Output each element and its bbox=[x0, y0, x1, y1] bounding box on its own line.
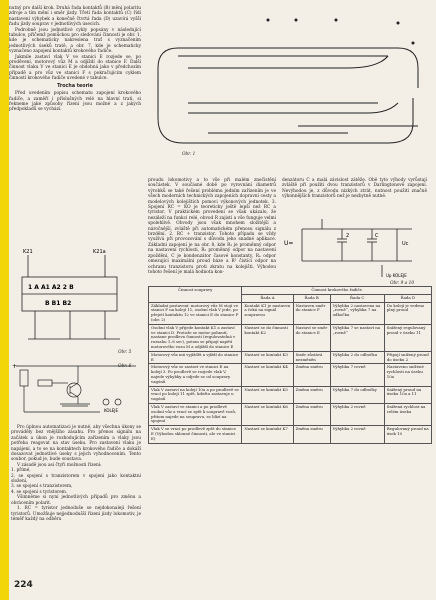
figure-9-10-circuit bbox=[282, 215, 430, 283]
table-cell: Připojí snížený proud do úseku 2 bbox=[384, 351, 431, 364]
table-cell: Nastaví se kontakt K4 bbox=[242, 364, 293, 386]
table-cell: Nastaví se kontakt K3 bbox=[242, 351, 293, 364]
table-cell: Osobní vlak V přijede kontakt K1 a zastaví ve stanici D. Protože se motor pohnutí, nastane prodleva činnosti (regulovatelná v rozsahu 1–8 sec), potom se připojí napětí motorového vozu M a odjíždí do stanice E bbox=[149, 324, 242, 351]
table-cell: Kontakt K1 je nastaven a čeká na signál soupravou bbox=[242, 302, 293, 324]
table-body bbox=[149, 302, 432, 443]
section-heading: Trocha teorie bbox=[57, 83, 93, 89]
list-item: 2. se spojení s tranzistorem v spojení jako kontaktní složení, bbox=[11, 473, 141, 485]
right-text: denzátoru C a malá závislost zátěže. Obě tyto výhody vyrůstají zvláště při použití dvou tranzistorů v Darlingtonově zapojení. Nevýhodou je, z důvodu nízkých ztrát, nutnost použití značně výkonnějších tranzistorů než je nezbytně nutné. bbox=[282, 178, 427, 200]
table-row bbox=[149, 426, 432, 443]
table-cell: Motorový vůz má vyjíždět a vjíždí do stanice E bbox=[149, 351, 242, 364]
table-cell: Změna směru bbox=[293, 403, 330, 425]
table-cell: Výhybka 7 do odbočky bbox=[330, 386, 384, 403]
table-cell: Výhybka 2 rovně bbox=[330, 403, 384, 425]
page-number: 224 bbox=[14, 580, 33, 590]
table-cell: Do kolejí je vedeno plný proud bbox=[384, 302, 431, 324]
left-bottom-para-2: V zásadě jsou asi čtyři možnosti řízení: bbox=[17, 462, 102, 468]
list-item: 1. přímé, bbox=[11, 468, 31, 474]
left-bottom-para-4: 1. RC = tyristor jednoduše se nejdokonaleji řešení tyristorů. Umožňuje nejjednodušší řízení jízdy lokomotiv, je téměř každý na odběru bbox=[11, 506, 141, 522]
fig5-label-k21a: K21a bbox=[93, 249, 106, 255]
fig5-row-a: 1 A A1 A2 2 B bbox=[28, 284, 74, 291]
table-cell: Výhybka 2 nastavena na „rovně“, výhybka 7 na odbočku bbox=[330, 302, 384, 324]
table-container bbox=[148, 286, 432, 591]
table-cell: Výhybka 2 do odbočku bbox=[330, 351, 384, 364]
left-para-1: nutný pro další krok. Druhá řada kontaktů (B) mění polaritu zdroje a tím mění i směr jízdy. Třetí řada kontaktů (C) řídí nastavení výhybek a konečně čtvrtá řada (D) uzavírá vyšší řadu jízdy souprav v jednotlivých úsecích. bbox=[9, 6, 141, 28]
left-bottom-para-1: Pro úplnou automatizaci je nutné, aby všechna úkony se prováděly bez vnějšího zásahu. Pro přenos signálu na začátek a úkon je rozhodujícím zařízením a vlaky jsou potřeba reagovat na stav úseku. Pro zastavení vlaku je napájení, a to se na kontaktech krokového řadiče a dokáží dosazovat jednotlivé úseky s jejich vyhodnocením. Tento soubor, pokud je, bude soustava. bbox=[11, 425, 141, 463]
left-text-block bbox=[9, 6, 141, 113]
table-header-c: Řada C bbox=[330, 294, 384, 302]
table-cell: Vlak V se vrací po prodlevě zpět do stanice E (Výhodou sklonné činnosti, ale ve stanici E) bbox=[149, 426, 242, 443]
left-bottom-para-3: Všimněme si nyní jednotlivých případů pro změnu a obrácením polarit. bbox=[11, 495, 141, 506]
left-para-4: Před uvedením popisu schematu zapojení krokového řadiče, a zaměří i příslušných relé na hlavní trati, si řekneme jaké způsoby řízení jsou možné a z jakých předpokladů se vychází. bbox=[9, 91, 141, 113]
table-cell: Nastaví se směr do stanice E bbox=[293, 324, 330, 351]
table-cell: Změna směru bbox=[293, 386, 330, 403]
table-header-b: Řada B bbox=[293, 294, 330, 302]
table-cell: Nastaven směr do stanice F bbox=[293, 302, 330, 324]
left-bottom-text bbox=[11, 425, 141, 522]
table-cell: Nastaví se kontakt K5 bbox=[242, 386, 293, 403]
caption-obr5: Obr. 5 bbox=[118, 350, 132, 355]
stepper-table bbox=[148, 286, 432, 444]
table-row bbox=[149, 324, 432, 351]
left-para-3: Jakmile zastaví vlak V ve stanici E rozjede se, po proděvení, motorový vůz M a odjíždí do stanice F. Další činnost vlaku V ve stanici E je obdobná jako v předchozím případě a pro vůz ve stanici F s pokračujícím cyklem činností krokového řadiče uvedené v tabulce. bbox=[9, 54, 141, 82]
left-para-2: Podrobně jsou jednotlivé cykly popsány v následující tabulce, přičemž pomůckou pro sledování činnosti je obr. 1, kde je schematicky nakreslena trať s vyznačením jednotlivých úseků tratě, a obr. 7, kde je schematicky vyznačeno zapojení kontaktů krokového řadiče. bbox=[9, 27, 141, 55]
fig9-uc-label: Uc bbox=[402, 241, 409, 247]
table-cell: Základní postavení: motorový vůz M stojí ve stanici F na kolejí 11, osobní vlak V jede, po přejetí kontaktu 12 ve stanici E do stanice F (obr. 2) bbox=[149, 302, 242, 324]
fig5-row-b: B B1 B2 bbox=[45, 300, 72, 307]
table-cell: Regulovaný proud na úsek 10 bbox=[384, 426, 431, 443]
caption-obr6: Obr. 6 bbox=[118, 364, 132, 369]
list-item: 4. se spojení s tyristorem. bbox=[11, 489, 68, 495]
table-cell: Nastaví se do činnosti kontakt K2 bbox=[242, 324, 293, 351]
table-cell: Snížený proud na úseku 10a a 11 bbox=[384, 386, 431, 403]
fig9-kolejiste-label: Up KOLEJE bbox=[386, 273, 407, 278]
table-header-a: Řada A bbox=[242, 294, 293, 302]
table-cell: Směr zůstává nezměněn bbox=[293, 351, 330, 364]
caption-obr1: Obr. 1 bbox=[182, 152, 196, 157]
table-row bbox=[149, 351, 432, 364]
table-cell: Změna směru bbox=[293, 364, 330, 386]
fig6-plus: + bbox=[12, 363, 18, 370]
table-row bbox=[149, 386, 432, 403]
page-edge-strip bbox=[0, 0, 9, 600]
table-cell: Snížená rychlost na celém úseku bbox=[384, 403, 431, 425]
fig9-udc-label: U= bbox=[284, 240, 294, 247]
table-title: Činnost krokového řadiče bbox=[242, 287, 432, 295]
table-cell: Vlak V zastaví na kolejí 10a a po prodlevě se vrací po kolejí 11 zpět, kdežto zastavuje u vagónů bbox=[149, 386, 242, 403]
table-cell: Nastaví se kontakt K7 bbox=[242, 426, 293, 443]
figure-6-circuit bbox=[10, 360, 142, 420]
fig9-c-label: C bbox=[375, 233, 379, 239]
caption-obr9: Obr. 9 a 10 bbox=[390, 281, 415, 286]
table-cell: Motorový vůz se zastaví ve stanici E na kolejí 3. Po prodlevě se rozjede vlak V, najede výhybky a odjede se od soupravy vagónů bbox=[149, 364, 242, 386]
table-row bbox=[149, 403, 432, 425]
table-cell: Vlak V zastaví ve stanici a po prodlevě osobní vůz a vrací se zpět k soupravě vozů, přitom najede na soupravu, se blízí na spojení bbox=[149, 403, 242, 425]
middle-text: proudu lokomotivy a to vše při malém znečistění součástek. V součásné době po vyrovnání diametrů výrobků se také řešení problému jedním zařízením je ve všech moderních technických zapojeních dopravní cesty a modelových kolejištích pomoci výkonových jednotek. 3. Spojení RC = KO je teoreticky ještě lepší než RC a tyristor. V praktickém provedení se však ukázalo, že nezáleží na funkci relé, obvod R zajistí a vše funguje velmi spolehlivě. Obvody jsou však mnohem složitější a náročnější, zvláště při automatickém přenosu signálu z brzdění. 2. RC + tranzistor. Tohoto případu se vždy využívá při provozování s důvodu jeho snadné aplikace. Základní zapojení je na obr. 8, kde R₁ je proměnný odpor na nastavení rychlosti, R₂ proměnný odpor na nastavení zpoždění, C je kondenzátor časové konstanty, Rₑ odpor omezující maximální proud báze a R² čistící odpor na ochranu tranzistoru proti zkratu na kolejišti. Výhodou tohoto řešení je malá hodnota kon- bbox=[148, 178, 276, 275]
table-cell: Nastaveno snížené rychlosti na úseku 10a bbox=[384, 364, 431, 386]
table-cell: Výhybka 7 se nastaví na „rovně“ bbox=[330, 324, 384, 351]
list-item: 3. se spojení s tranzistorem, bbox=[11, 484, 73, 490]
table-cell: Snížený regulovaný proud v úseku 11 bbox=[384, 324, 431, 351]
fig6-kolej-label: KOLEJE bbox=[104, 408, 119, 413]
table-cell: Změna směru bbox=[293, 426, 330, 443]
table-cell: Výhybka 7 rovně bbox=[330, 364, 384, 386]
fig9-c2-label: 2 bbox=[346, 233, 350, 239]
fig5-label-k21: K21 bbox=[23, 249, 33, 255]
table-row bbox=[149, 302, 432, 324]
table-header-d: Řada D bbox=[384, 294, 431, 302]
table-row bbox=[149, 364, 432, 386]
table-cell: Výhybka 2 rovně bbox=[330, 426, 384, 443]
table-header-activity: Činnost soupravy bbox=[149, 287, 242, 303]
table-cell: Nastaví se kontakt K6 bbox=[242, 403, 293, 425]
figure-5-relay-diagram bbox=[10, 247, 142, 347]
